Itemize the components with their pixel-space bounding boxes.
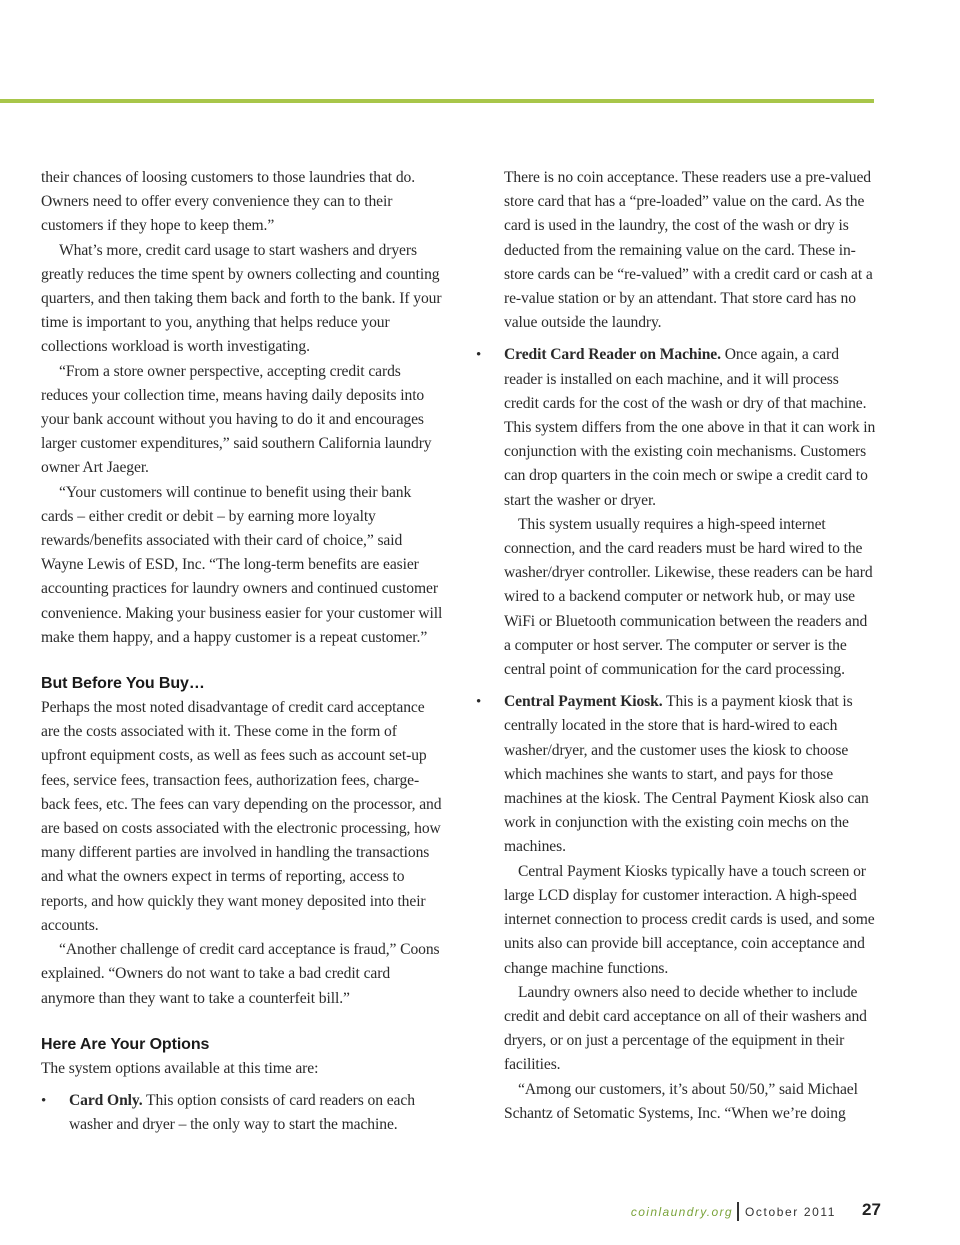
- paragraph: “From a store owner perspective, accepting credit cards reduces your collection time, means having daily deposits into your bank account without you having to do it and encourages larger customer expenditures,” said southern California laundry owner Art Jaeger.: [41, 362, 432, 477]
- issue-date: October 2011: [745, 1205, 837, 1219]
- section-heading: But Before You Buy…: [41, 675, 205, 693]
- bullet-body: Once again, a card reader is installed on each machine, and it will process credit cards for the cost of the wash or dry of that machine. This system differs from the one above in that it can work in conjunction with the existing coin mechanisms. Customers can drop quarters in the coin mech or swipe a credit card to start the washer or dryer.: [504, 346, 876, 509]
- bullet-text: [504, 343, 876, 512]
- bullet-item: [41, 1089, 443, 1137]
- site-link[interactable]: coinlaundry.org: [630, 1205, 733, 1219]
- page-footer: [0, 1198, 960, 1224]
- left-column: [41, 166, 443, 1137]
- paragraph: Central Payment Kiosks typically have a touch screen or large LCD display for customer interaction. A high-speed internet connection to process credit cards is used, and some units also can provide bill acceptance, coin acceptance and change machine functions.: [504, 862, 875, 977]
- bullet-title: Credit Card Reader on Machine.: [504, 346, 721, 364]
- bullet-text: [504, 690, 876, 859]
- paragraph: Laundry owners also need to decide whether to include credit and debit card acceptance on all of their washers and dryers, or on just a percentage of the equipment in their facilities.: [504, 983, 867, 1074]
- bullet-icon: •: [476, 694, 482, 711]
- bullet-item: [476, 343, 876, 682]
- paragraph: Perhaps the most noted disadvantage of credit card acceptance are the costs associated with it. These come in the form of upfront equipment costs, as well as fees such as account set-up fees, service fees, transaction fees, authorization fees, charge-back fees, etc. The fees can vary depending on the processor, and are based on costs associated with the electronic processing, how many different parties are involved in handling the transactions and what the owners expect in terms of reporting, access to reports, and how quickly they want money deposited into their accounts.: [41, 699, 442, 934]
- paragraph: The system options available at this time are:: [41, 1059, 319, 1077]
- paragraph: their chances of loosing customers to those laundries that do. Owners need to offer every convenience they can to their customers if they hope to keep them.”: [41, 169, 416, 235]
- bullet-icon: •: [41, 1092, 47, 1109]
- right-column: [476, 166, 876, 1126]
- paragraph: “Another challenge of credit card acceptance is fraud,” Coons explained. “Owners do not want to take a bad credit card anymore than they want to take a counterfeit bill.”: [41, 941, 440, 1007]
- paragraph: “Among our customers, it’s about 50/50,” said Michael Schantz of Setomatic Systems, Inc. “When we’re doing: [504, 1080, 858, 1122]
- paragraph: There is no coin acceptance. These readers use a pre-valued store card that has a “pre-loaded” value on the card. As the card is used in the laundry, the cost of the wash or dry is deducted from the remaining value on the card. These in-store cards can be “re-valued” with a credit card or cash at a re-value station or by an attendant. That store card has no value outside the laundry.: [504, 169, 873, 332]
- bullet-continuation: [476, 166, 876, 335]
- paragraph: What’s more, credit card usage to start washers and dryers greatly reduces the time spent by owners collecting and counting quarters, and then taking them back and forth to the bank. If your time is important to you, anything that helps reduce your collections workload is worth investigating.: [41, 241, 442, 356]
- bullet-text: [69, 1089, 443, 1137]
- paragraph: This system usually requires a high-speed internet connection, and the card readers must be hard wired to the washer/dryer controller. Likewise, these readers can be hard wired to a backend computer or network hub, or may use WiFi or Bluetooth communication between the readers and a computer or host server. The computer or server is the central point of communication for the card processing.: [504, 515, 873, 679]
- top-rule: [0, 99, 874, 103]
- bullet-body: This is a payment kiosk that is centrally located in the store that is hard-wired to each washer/dryer, and the customer uses the kiosk to choose which machines she wants to start, and pays for those machines at the kiosk. The Central Payment Kiosk also can work in conjunction with the existing coin mechs on the machines.: [504, 693, 869, 856]
- footer-divider: [737, 1202, 739, 1221]
- bullet-icon: •: [476, 347, 482, 364]
- section-heading: Here Are Your Options: [41, 1035, 210, 1053]
- paragraph: “Your customers will continue to benefit using their bank cards – either credit or debit – by earning more loyalty rewards/benefits associated with their card of choice,” said Wayne Lewis of ESD, Inc. “The long-term benefits are easier accounting practices for laundry owners and continued customer convenience. Making your business easier for your customer will make them happy, and a happy customer is a repeat customer.”: [41, 483, 443, 646]
- page-number: 27: [862, 1200, 881, 1219]
- bullet-title: Central Payment Kiosk.: [504, 693, 663, 711]
- bullet-item: [476, 690, 876, 1126]
- bullet-title: Card Only.: [69, 1091, 143, 1109]
- bullet-body: This option consists of card readers on each washer and dryer – the only way to start the machine.: [69, 1091, 415, 1134]
